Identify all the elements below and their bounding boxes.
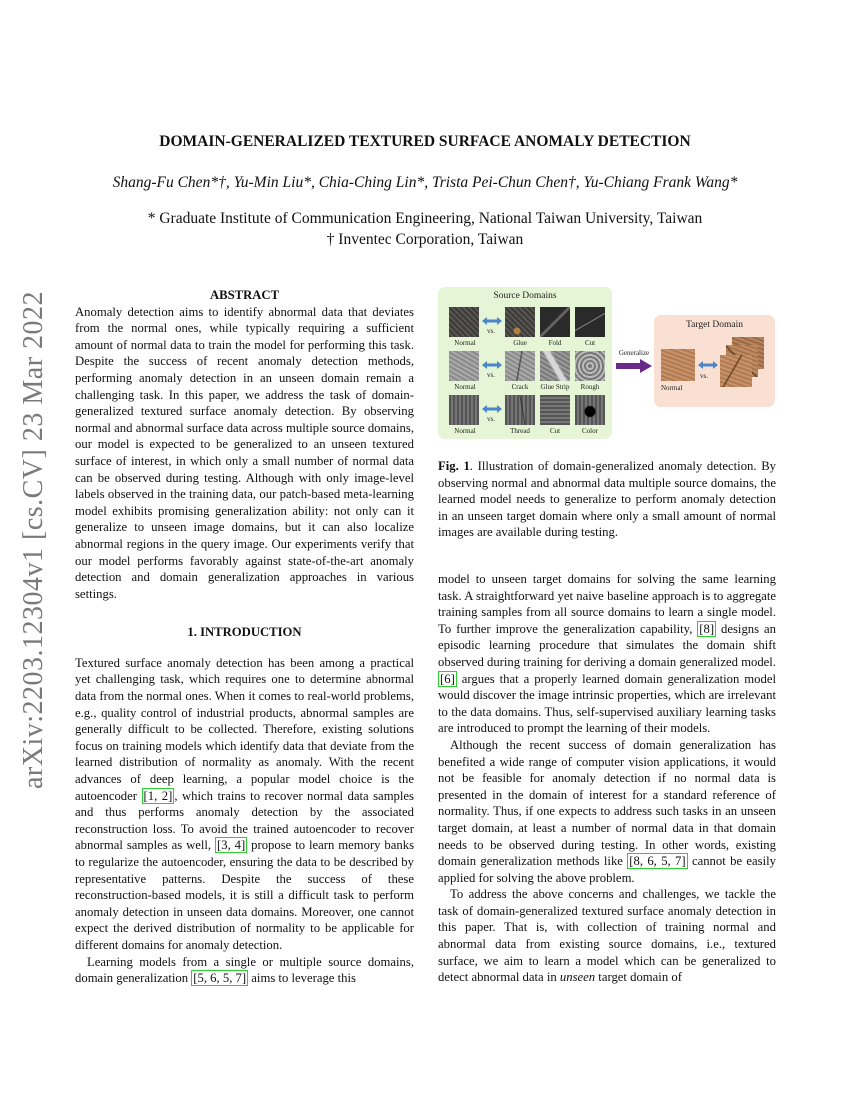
row1-anomaly-2-label: Fold (548, 339, 562, 347)
arxiv-id: arXiv:2203.12304v1 [cs.CV] 23 Mar 2022 (18, 290, 49, 790)
double-arrow-icon (698, 361, 718, 369)
row3-normal-label: Normal (454, 427, 476, 435)
row2-anomaly-3-label: Rough (580, 383, 600, 391)
generalize-label: Generalize (618, 349, 650, 357)
arxiv-sidebar (14, 290, 54, 790)
row2-anomaly-1-label: Crack (511, 383, 529, 391)
author-list: Shang-Fu Chen*†, Yu-Min Liu*, Chia-Ching Lin*, Trista Pei-Chun Chen†, Yu-Chiang Frank Wang* (112, 174, 738, 191)
figure-label: Fig. 1 (438, 459, 470, 473)
fold-anomaly-image (540, 307, 570, 337)
citation-link[interactable]: [6] (440, 671, 455, 686)
target-normal-image (661, 349, 695, 381)
intro-paragraph-5: To address the above concerns and challenges, we tackle the task of domain-generalized textured surface anomaly detection in this paper. That is, with collection of training normal and abnormal data from existing source domains, i.e., textured surface, we aim to learn a model which can be generalized to detect abnormal data in unseen target domain of (438, 887, 776, 985)
left-column (75, 287, 414, 987)
glue-strip-anomaly-image (540, 351, 570, 381)
intro-paragraph-3: model to unseen target domains for solving the same learning task. A straightforward yet naive baseline approach is to aggregate training samples from all source domains to learn a single model. To further improve the generalization capability, [8] designs an episodic learning procedure that simulates the domain shift observed during training for deriving a domain generalized model. [6] argues that a properly learned domain generalization model would discover the image intrinsic properties, which are irrelevant to the data domains. Thus, self-supervised auxiliary learning tasks are introduced to prompt the learning of their models. (438, 572, 776, 736)
introduction-heading: 1. INTRODUCTION (187, 625, 302, 640)
citation-link[interactable]: [3, 4] (217, 838, 246, 853)
vs-label: vs. (487, 327, 495, 335)
thread-anomaly-image (505, 395, 535, 425)
intro-paragraph-2: Learning models from a single or multiple source domains, domain generalization [5, 6, 5, 7] aims to leverage this (75, 954, 414, 986)
right-column (438, 571, 776, 986)
rough-anomaly-image (575, 351, 605, 381)
normal-texture-image (449, 395, 479, 425)
row3-anomaly-3-label: Color (582, 427, 598, 435)
citation-link[interactable]: [1, 2] (143, 788, 173, 803)
color-anomaly-image (575, 395, 605, 425)
vs-label: vs. (487, 415, 495, 423)
target-query-image (720, 355, 752, 387)
vs-label: vs. (700, 372, 708, 380)
abstract-heading: ABSTRACT (209, 288, 280, 302)
target-normal-label: Normal (661, 384, 683, 392)
citation-link[interactable]: [8] (699, 621, 715, 636)
row1-anomaly-3-label: Cut (584, 339, 596, 347)
row2-normal-label: Normal (454, 383, 476, 391)
affiliation-2: † Inventec Corporation, Taiwan (326, 231, 524, 248)
intro-paragraph-4: Although the recent success of domain generalization has benefited a wide range of computer vision applications, it would not be feasible for anomaly detection if no normal data is presented in the domain of interest for a standard reference of normality. Thus, if one expects to address such tasks in an unseen target domain, at least a number of normal data in that domain needs to be observed during testing. In other words, existing domain generalization methods like [8, 6, 5, 7] cannot be easily applied for solving the above problem. (438, 737, 776, 885)
row1-normal-label: Normal (454, 339, 476, 347)
row3-anomaly-1-label: Thread (510, 427, 530, 435)
crack-anomaly-image (505, 351, 535, 381)
citation-link[interactable]: [5, 6, 5, 7] (193, 971, 247, 986)
double-arrow-icon (482, 317, 502, 325)
glue-anomaly-image (505, 307, 535, 337)
figure-1-caption: Fig. 1. Illustration of domain-generalized anomaly detection. By observing normal and abnormal data multiple source domains, the learned model needs to generalize to perform anomaly detection in an unseen target domain where only a small amount of normal images are available during testing. (438, 459, 777, 540)
intro-paragraph-1: Textured surface anomaly detection has been among a practical yet challenging task, which requires one to determine abnormal data from the normal ones. When it comes to real-world problems, e.g., quality control of industrial products, abnormal samples are generally difficult to be collected. Therefore, existing solutions focus on training models which identify data that deviate from the learned distribution of normality as anomaly. With the recent advances of deep learning, a popular model choice is the autoencoder [1, 2] , which trains to recover normal data samples and thus performs anomaly detection by the associated reconstruction loss. To avoid the trained autoencoder to recover abnormal samples as well, [3, 4] propose to learn memory banks to regularize the autoencoder, ensuring the data to be described by representative patterns. Despite the success of these reconstruction-based models, it is still a difficult task to perform anomaly detection in unseen data domains. Moreover, one cannot expect the derived distribution of normality to be applicable for different domains for anomaly detection. (75, 655, 415, 952)
citation-link[interactable]: [8, 6, 5, 7] (629, 854, 686, 869)
generalize-arrow-icon (616, 359, 652, 373)
normal-texture-image (449, 307, 479, 337)
vs-label: vs. (487, 371, 495, 379)
paper-title: DOMAIN-GENERALIZED TEXTURED SURFACE ANOMALY DETECTION (159, 133, 691, 150)
affiliation-1: * Graduate Institute of Communication Engineering, National Taiwan University, Taiwan (147, 210, 703, 227)
row2-anomaly-2-label: Glue Strip (540, 383, 570, 391)
normal-texture-image (449, 351, 479, 381)
abstract-text: Anomaly detection aims to identify abnormal data that deviates from the normal ones, while typically requiring a sufficient amount of normal data to train the model for performing this task. Despite the success of recent anomaly detection methods, performing anomaly detection in an unseen domain remain a challenging task. In this paper, we address the task of domain-generalized textured surface anomaly detection. By observing normal and abnormal surface data across multiple source domains, our model is expected to be generalized to an unseen textured surface of interest, in which only a small number of normal data can be observed during testing. Although with only image-level labels observed in the training data, our patch-based meta-learning model exhibits promising generalization ability: not only can it generalize to unseen image domains, but it can also localize abnormal regions in the query image. Our experiments verify that our model performs favorably against state-of-the-art anomaly detection and domain generalization approaches in various settings. (75, 304, 414, 601)
double-arrow-icon (482, 361, 502, 369)
row1-anomaly-1-label: Glue (513, 339, 527, 347)
cut-anomaly-image (575, 307, 605, 337)
row3-anomaly-2-label: Cut (549, 427, 561, 435)
target-domain-title: Target Domain (686, 320, 743, 330)
cut-anomaly-image (540, 395, 570, 425)
double-arrow-icon (482, 405, 502, 413)
source-domains-title: Source Domains (493, 291, 557, 301)
figure-1 (438, 287, 778, 442)
